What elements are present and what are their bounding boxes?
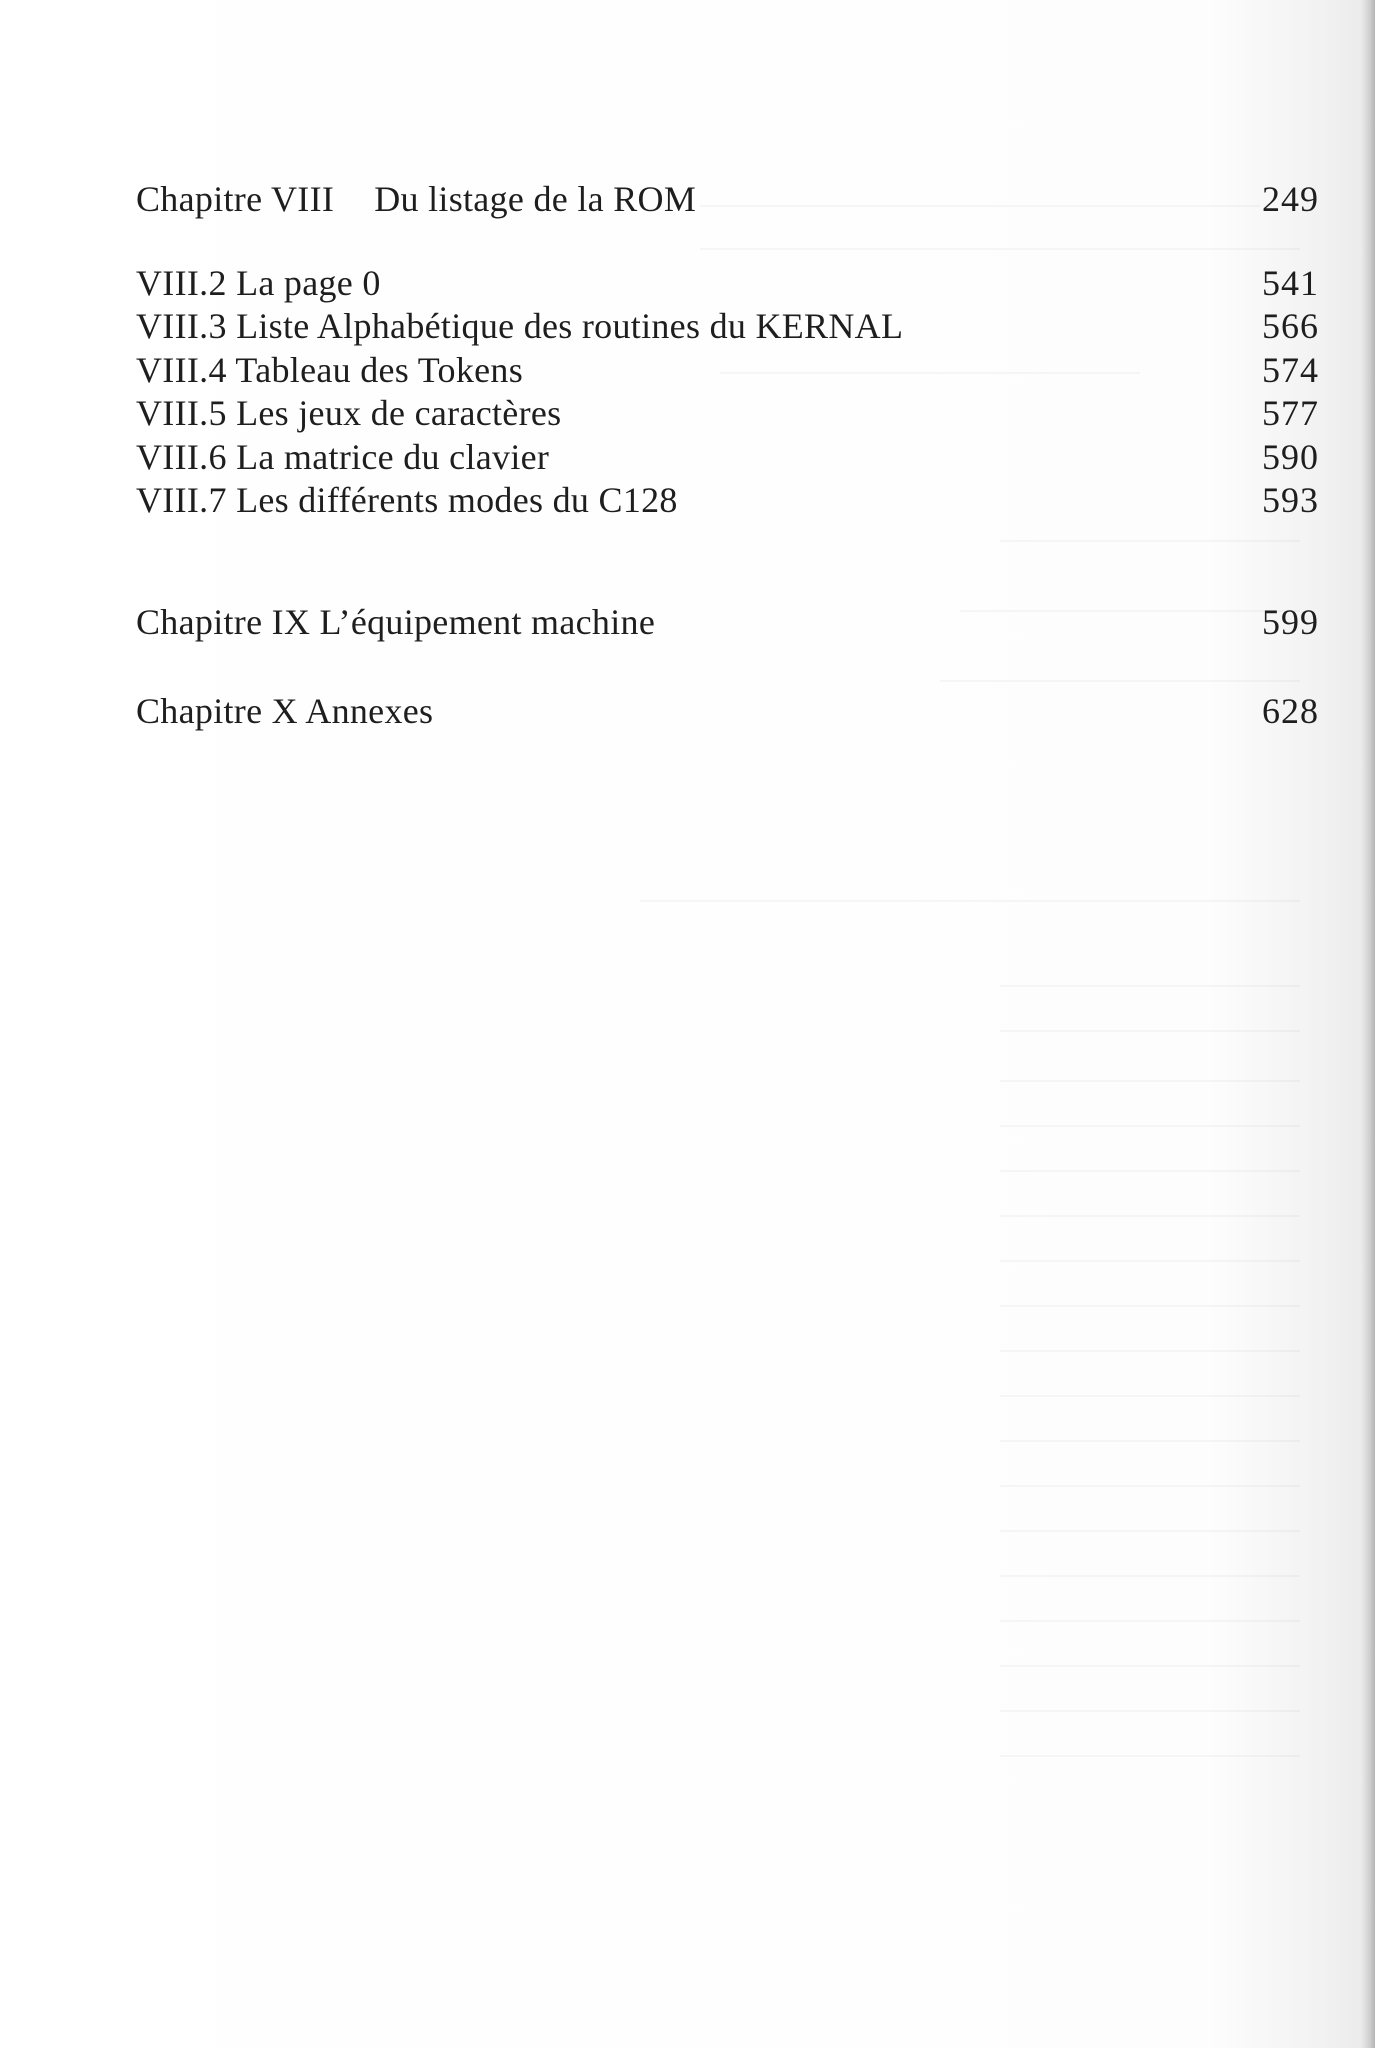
toc-page-number: 593 [1262,480,1319,520]
toc-page-number: 577 [1262,393,1319,433]
toc-entry-section [136,349,1319,393]
chapter-title: Du listage de la ROM [374,179,697,219]
toc-entry-label: VIII.4 Tableau des Tokens [136,349,524,390]
table-of-contents [136,178,1319,734]
toc-entry-section [136,436,1319,480]
toc-entry-label: VIII.3 Liste Alphabétique des routines du KERNAL [136,306,904,346]
toc-page-number: 566 [1262,306,1319,346]
toc-entry-label [136,178,696,222]
toc-page-number: 628 [1262,691,1319,731]
toc-entry-section [136,305,1319,349]
toc-entry-section [136,392,1319,436]
toc-page-number: 599 [1262,601,1319,642]
chapter-number: Chapitre VIII [136,179,335,219]
toc-entry-section [136,479,1319,523]
page-edge-shadow [1361,0,1375,2048]
toc-page-number: 574 [1262,349,1319,390]
toc-entry-chapter-8 [136,178,1319,222]
toc-page-number: 541 [1262,262,1319,303]
toc-entry-chapter-9 [136,601,1319,645]
toc-entry-section [136,262,1319,306]
toc-page-number: 590 [1262,436,1319,477]
toc-entry-label: VIII.7 Les différents modes du C128 [136,480,678,520]
toc-page-number: 249 [1262,179,1319,219]
toc-entry-label: VIII.2 La page 0 [136,262,381,303]
toc-entry-chapter-10 [136,690,1319,734]
toc-entry-label: VIII.6 La matrice du clavier [136,436,550,477]
toc-entry-label: Chapitre X Annexes [136,691,434,731]
toc-entry-label: VIII.5 Les jeux de caractères [136,393,562,433]
toc-entry-label: Chapitre IX L’équipement machine [136,601,656,642]
